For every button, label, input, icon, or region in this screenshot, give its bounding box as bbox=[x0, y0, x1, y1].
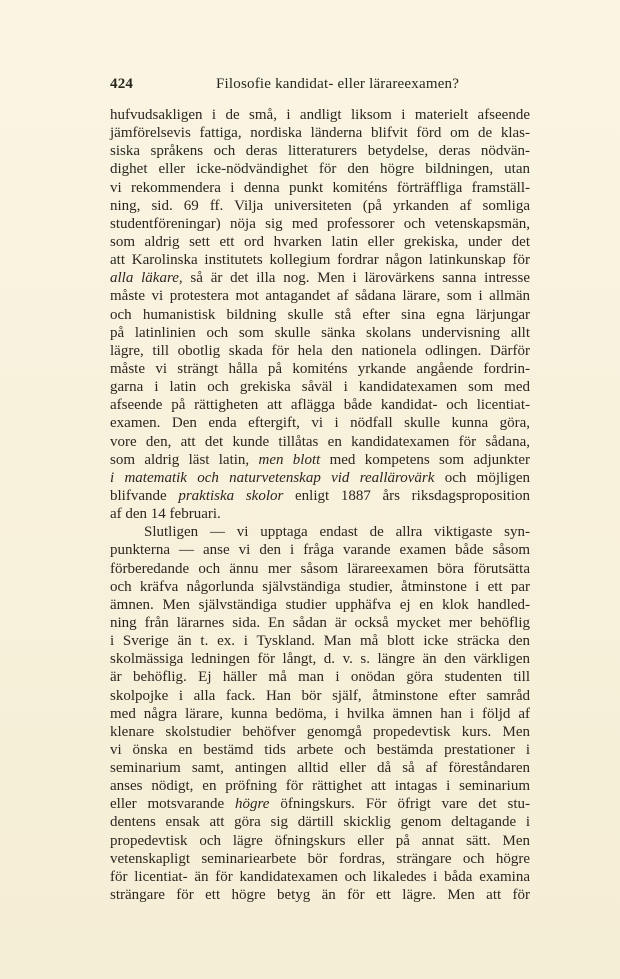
text-line: skolpojke i alla fack. Han bör själf, åtminstone efter samråd bbox=[110, 687, 530, 704]
text-line: jämförelsevis fattiga, nordiska länderna blifvit förd om de klas- bbox=[110, 125, 530, 142]
text-line: vi rekommendera i denna punkt komiténs förträffliga framställ- bbox=[110, 179, 530, 196]
text-line: vetenskapligt seminariearbete bör fordras, strängare och högre bbox=[110, 850, 530, 867]
paragraph-2 bbox=[110, 523, 530, 904]
text-line: vore den, att det kunde tillåtas en kandidatexamen för sådana, bbox=[110, 433, 530, 450]
text-line: blifvande praktiska skolor enligt 1887 års riksdagsproposition bbox=[110, 487, 530, 504]
text-line: propedevtisk och lägre öfningskurs eller på annat sätt. Men bbox=[110, 832, 530, 849]
text-line: anses nödigt, en pröfning för rättighet att intagas i seminarium bbox=[110, 778, 530, 795]
text-line: klenare skolstudier behöfver genomgå propedevtisk kurs. Men bbox=[110, 723, 530, 740]
text-line: studentföreningar) nöja sig med professorer och vetenskapsmän, bbox=[110, 215, 530, 232]
text-line: skolmässiga ledningen för långt, d. v. s. längre än den värkligen bbox=[110, 651, 530, 668]
text-line: måste vi protestera mot antagandet af sådana lärare, som i allmän bbox=[110, 288, 530, 305]
text-line: examen. Den enda eftergift, vi i nödfall skulle kunna göra, bbox=[110, 415, 530, 432]
page-header bbox=[110, 76, 520, 96]
text-line: som aldrig sett ett ord hvarken latin eller grekiska, under det bbox=[110, 233, 530, 250]
text-line: afseende på rättigheten att aflägga både kandidat- och licentiat- bbox=[110, 397, 530, 414]
text-line: med några lärare, kunna bedöma, i hvilka ämnen han i följd af bbox=[110, 705, 530, 722]
text-line: för licentiat- än för kandidatexamen och likaledes i båda examina bbox=[110, 868, 530, 885]
text-line: dighet eller icke-nödvändighet för den högre bildningen, utan bbox=[110, 161, 530, 178]
text-line: punkterna — anse vi den i fråga varande examen både såsom bbox=[110, 542, 530, 559]
text-line: och kräfva någorlunda självständiga studier, åtminstone i ett par bbox=[110, 578, 530, 595]
text-line: dentens ensak att göra sig därtill skicklig genom deltagande i bbox=[110, 814, 530, 831]
text-line: som aldrig läst latin, men blott med kompetens som adjunkter bbox=[110, 451, 531, 468]
text-line: ning från lärarnes sida. En sådan är också mycket mer behöflig bbox=[110, 614, 530, 631]
text-line: ning, sid. 69 ff. Vilja universiteten (på yrkanden af somliga bbox=[110, 197, 530, 214]
text-line: lägre, till obotlig skada för hela den nationela odlingen. Därför bbox=[110, 342, 530, 359]
text-line: i Sverige än t. ex. i Tyskland. Man må blott icke sträcka den bbox=[110, 633, 530, 650]
text-line: eller motsvarande högre öfningskurs. För öfrigt vare det stu- bbox=[110, 796, 530, 813]
text-line: seminarium samt, antingen alltid eller då så af föreståndaren bbox=[110, 760, 530, 777]
body-text bbox=[110, 106, 530, 904]
text-line: strängare för ett högre betyg än för ett lägre. Men att för bbox=[110, 887, 530, 904]
text-line: siska språkens och deras litteraturers betydelse, deras nödvän- bbox=[110, 143, 530, 160]
text-line: vi önska en bestämd tids arbete och bestämda prestationer i bbox=[110, 741, 530, 758]
text-line: af den 14 februari. bbox=[110, 506, 221, 523]
text-line: alla läkare, så är det illa nog. Men i lärovärkens sanna intresse bbox=[110, 270, 530, 287]
text-line: är behöflig. Ej häller må man i onödan göra studenten till bbox=[110, 669, 530, 686]
text-line: i matematik och naturvetenskap vid reallärovärk och möjligen bbox=[110, 469, 530, 486]
paragraph-1 bbox=[110, 106, 530, 523]
text-line: Slutligen — vi upptaga endast de allra viktigaste syn- bbox=[144, 524, 530, 541]
text-line: förberedande och ännu mer såsom lärareexamen böra förutsätta bbox=[110, 560, 530, 577]
text-line: att Karolinska institutets kollegium fordrar någon latinkunskap för bbox=[110, 252, 530, 269]
page-number: 424 bbox=[110, 76, 134, 92]
text-line: måste vi strängt hålla på komiténs yrkande angående fordrin- bbox=[110, 360, 530, 377]
text-line: hufvudsakligen i de små, i andligt liksom i materielt afseende bbox=[110, 107, 530, 123]
text-line: garna i latin och grekiska såväl i kandidatexamen som med bbox=[110, 379, 530, 396]
running-title: Filosofie kandidat- eller lärareexamen? bbox=[216, 76, 460, 92]
text-line: och humanistisk bildning skulle stå efter sina egna lärjungar bbox=[110, 306, 530, 323]
text-line: ämnen. Men självständiga studier upphäfva ej en klok handled- bbox=[110, 596, 530, 613]
text-line: på latinlinien och som skulle sänka skolans undervisning allt bbox=[110, 324, 530, 341]
